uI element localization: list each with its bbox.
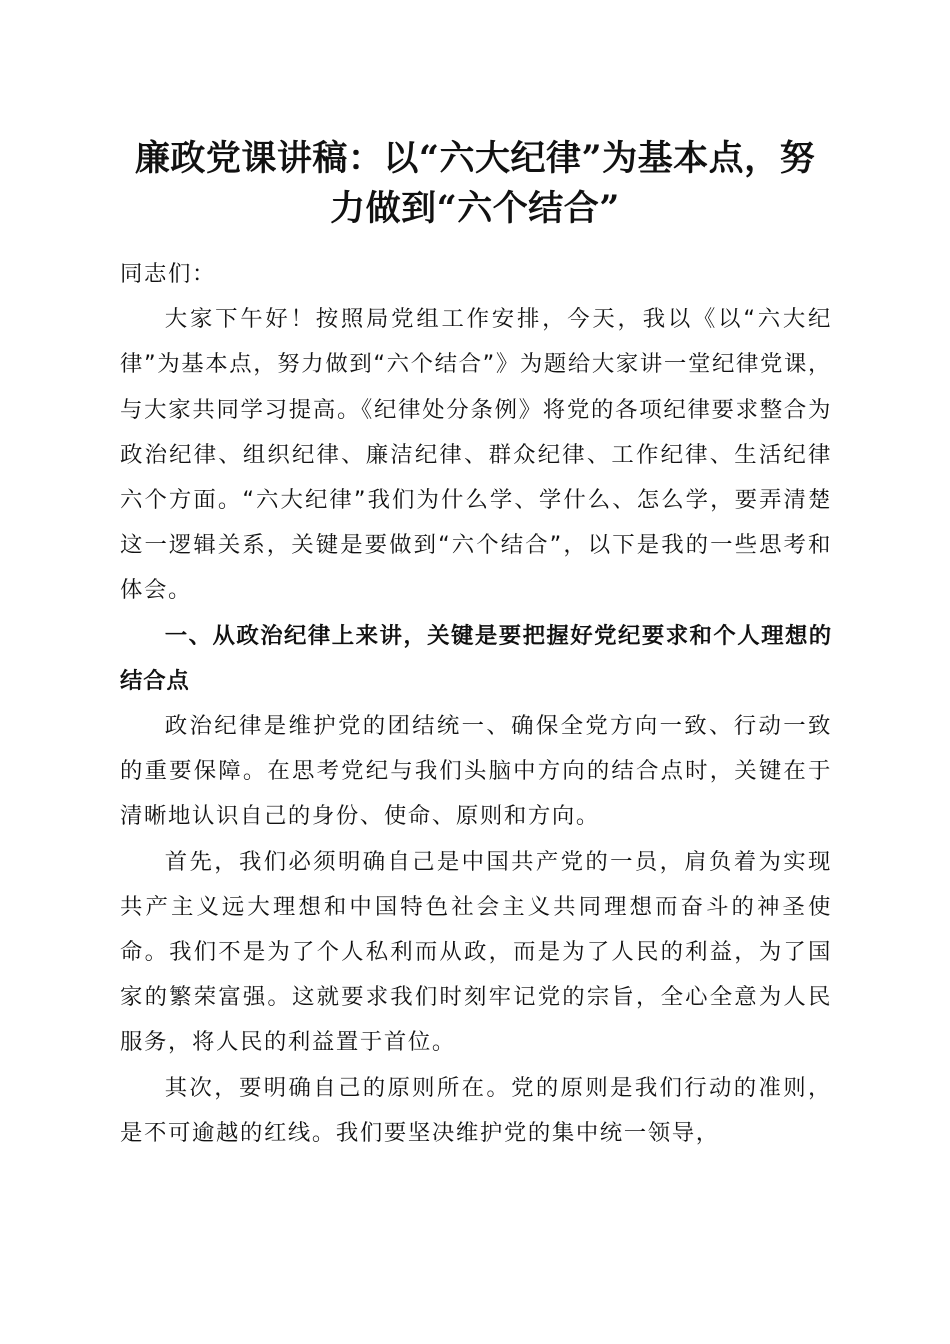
section1-paragraph-1: 政治纪律是维护党的团结统一、确保全党方向一致、行动一致的重要保障。在思考党纪与我们头脑中方向的结合点时，关键在于清晰地认识自己的身份、使命、原则和方向。 xyxy=(120,713,832,830)
title-line-1: 廉政党课讲稿：以“六大纪律”为基本点，努 xyxy=(134,138,816,179)
document-body xyxy=(120,252,832,1156)
intro-paragraph: 大家下午好！按照局党组工作安排，今天，我以《以“六大纪律”为基本点，努力做到“六个结合”》为题给大家讲一堂纪律党课，与大家共同学习提高。《纪律处分条例》将党的各项纪律要求整合为政治纪律、组织纪律、廉洁纪律、群众纪律、工作纪律、生活纪律六个方面。“六大纪律”我们为什么学、学什么、怎么学，要弄清楚这一逻辑关系，关键是要做到“六个结合”，以下是我的一些思考和体会。 xyxy=(120,306,832,604)
section-heading-1: 一、从政治纪律上来讲，关键是要把握好党纪要求和个人理想的结合点 xyxy=(120,622,832,694)
document-title xyxy=(110,134,840,234)
salutation: 同志们： xyxy=(120,261,216,287)
title-line-2: 力做到“六个结合” xyxy=(330,188,620,229)
section1-paragraph-2: 首先，我们必须明确自己是中国共产党的一员，肩负着为实现共产主义远大理想和中国特色社会主义共同理想而奋斗的神圣使命。我们不是为了个人私利而从政，而是为了人民的利益，为了国家的繁荣富强。这就要求我们时刻牢记党的宗旨，全心全意为人民服务，将人民的利益置于首位。 xyxy=(120,848,832,1056)
section1-paragraph-3: 其次，要明确自己的原则所在。党的原则是我们行动的准则，是不可逾越的红线。我们要坚决维护党的集中统一领导， xyxy=(120,1074,832,1146)
